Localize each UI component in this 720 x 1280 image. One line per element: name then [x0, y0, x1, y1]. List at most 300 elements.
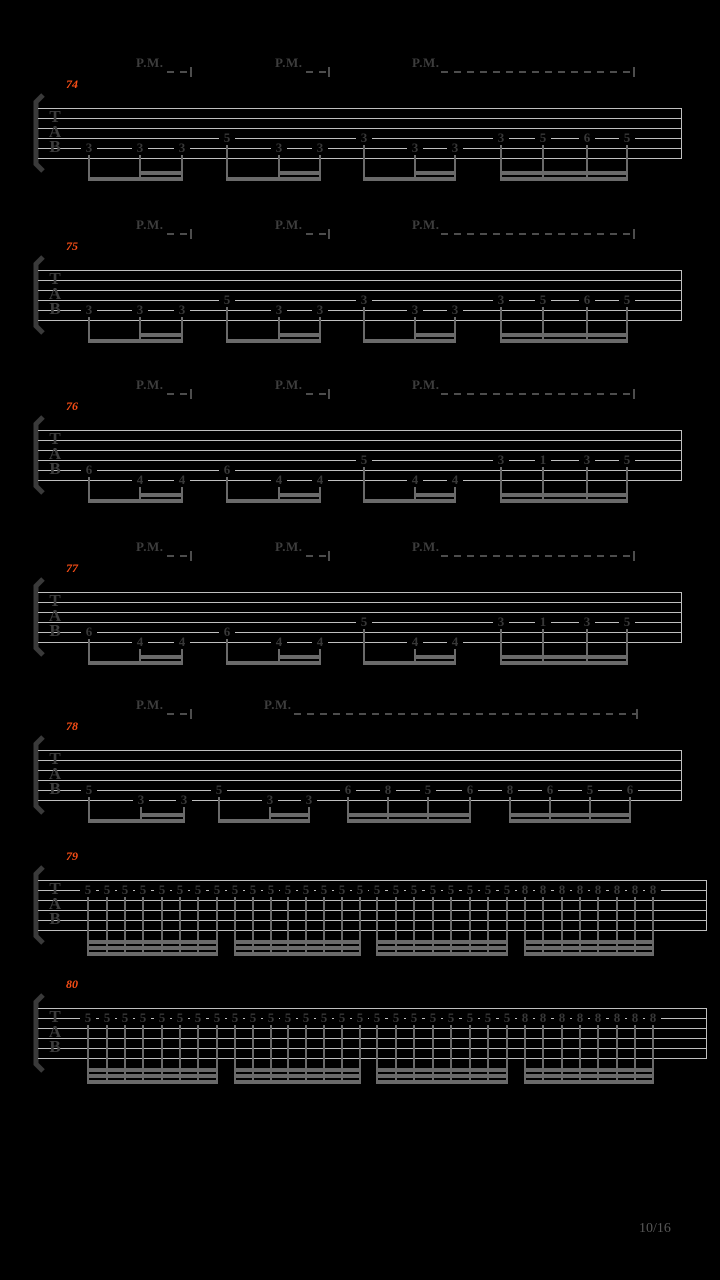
- fret-number[interactable]: 5: [263, 883, 279, 897]
- beam: [376, 940, 508, 944]
- beam: [278, 171, 321, 175]
- fret-number[interactable]: 5: [154, 1011, 170, 1025]
- palm-mute-dash: [306, 233, 328, 235]
- measure-number: 75: [66, 239, 78, 253]
- palm-mute-label: P.M.: [275, 377, 303, 392]
- beam: [500, 333, 628, 337]
- beam: [509, 813, 631, 817]
- tab-clef-letter: A: [48, 444, 62, 463]
- fret-number[interactable]: 5: [619, 293, 635, 307]
- beam: [376, 1074, 508, 1078]
- beam: [269, 813, 310, 817]
- note-stem: [500, 307, 502, 343]
- staff-line: [38, 880, 707, 881]
- fret-number[interactable]: 5: [80, 1011, 96, 1025]
- tab-clef-letter: T: [49, 1007, 61, 1026]
- fret-number[interactable]: 5: [334, 1011, 350, 1025]
- staff-line: [38, 750, 682, 751]
- fret-number[interactable]: 4: [447, 635, 463, 649]
- fret-number[interactable]: 5: [388, 1011, 404, 1025]
- barline: [681, 750, 682, 801]
- fret-number[interactable]: 8: [645, 883, 661, 897]
- beam: [524, 946, 654, 950]
- beam: [88, 661, 183, 665]
- fret-number[interactable]: 3: [493, 615, 509, 629]
- palm-mute-dash: [294, 713, 636, 715]
- fret-number[interactable]: 5: [462, 1011, 478, 1025]
- palm-mute-dash: [306, 393, 328, 395]
- palm-mute-dash: [167, 233, 190, 235]
- fret-number[interactable]: 5: [117, 883, 133, 897]
- fret-number[interactable]: 3: [493, 453, 509, 467]
- tab-clef-letter: B: [49, 459, 61, 478]
- palm-mute-label: P.M.: [275, 55, 303, 70]
- fret-number[interactable]: 5: [369, 1011, 385, 1025]
- palm-mute-dash: [306, 555, 328, 557]
- fret-number[interactable]: 8: [554, 1011, 570, 1025]
- fret-number[interactable]: 6: [340, 783, 356, 797]
- fret-number[interactable]: 3: [407, 303, 423, 317]
- fret-number[interactable]: 3: [493, 131, 509, 145]
- palm-mute-label: P.M.: [136, 217, 164, 232]
- beam: [226, 499, 321, 503]
- palm-mute-end-tick: [328, 67, 330, 77]
- fret-number[interactable]: 3: [447, 303, 463, 317]
- fret-number[interactable]: 3: [81, 303, 97, 317]
- staff-line: [38, 128, 682, 129]
- note-stem: [363, 467, 365, 503]
- fret-number[interactable]: 8: [627, 883, 643, 897]
- measure-number: 74: [66, 77, 78, 91]
- note-stem: [586, 307, 588, 343]
- barline: [681, 108, 682, 159]
- tab-clef-letter: T: [49, 749, 61, 768]
- fret-number[interactable]: 3: [133, 793, 149, 807]
- fret-number[interactable]: 8: [572, 883, 588, 897]
- palm-mute-end-tick: [190, 389, 192, 399]
- tab-clef-letter: B: [49, 1037, 61, 1056]
- fret-number[interactable]: 8: [627, 1011, 643, 1025]
- beam: [234, 952, 361, 956]
- fret-number[interactable]: 5: [316, 883, 332, 897]
- beam: [278, 333, 321, 337]
- beam: [376, 1080, 508, 1084]
- beam: [88, 819, 185, 823]
- fret-number[interactable]: 5: [245, 1011, 261, 1025]
- fret-number[interactable]: 5: [425, 1011, 441, 1025]
- fret-number[interactable]: 1: [535, 453, 551, 467]
- beam: [218, 819, 310, 823]
- barline: [681, 430, 682, 481]
- note-stem: [500, 629, 502, 665]
- fret-number[interactable]: 5: [369, 883, 385, 897]
- palm-mute-label: P.M.: [136, 377, 164, 392]
- fret-number[interactable]: 8: [572, 1011, 588, 1025]
- staff-line: [38, 760, 682, 761]
- fret-number[interactable]: 5: [480, 883, 496, 897]
- beam: [500, 499, 628, 503]
- note-stem: [586, 467, 588, 503]
- staff-line: [38, 440, 682, 441]
- note-stem: [500, 467, 502, 503]
- fret-number[interactable]: 5: [298, 1011, 314, 1025]
- fret-number[interactable]: 3: [579, 453, 595, 467]
- beam: [87, 952, 218, 956]
- fret-number[interactable]: 5: [352, 883, 368, 897]
- beam: [139, 493, 183, 497]
- palm-mute-end-tick: [633, 229, 635, 239]
- fret-number[interactable]: 6: [219, 625, 235, 639]
- fret-number[interactable]: 4: [271, 473, 287, 487]
- fret-number[interactable]: 5: [154, 883, 170, 897]
- staff-line: [38, 930, 707, 931]
- fret-number[interactable]: 5: [443, 883, 459, 897]
- fret-number[interactable]: 5: [263, 1011, 279, 1025]
- staff-line: [38, 780, 682, 781]
- tab-clef-letter: T: [49, 879, 61, 898]
- beam: [347, 813, 471, 817]
- palm-mute-label: P.M.: [412, 377, 440, 392]
- fret-number[interactable]: 4: [312, 635, 328, 649]
- note-stem: [626, 467, 628, 503]
- staff-line: [38, 910, 707, 911]
- beam: [234, 940, 361, 944]
- fret-number[interactable]: 4: [271, 635, 287, 649]
- fret-number[interactable]: 5: [535, 131, 551, 145]
- fret-number[interactable]: 5: [356, 615, 372, 629]
- palm-mute-end-tick: [328, 551, 330, 561]
- fret-number[interactable]: 5: [280, 883, 296, 897]
- palm-mute-end-tick: [190, 229, 192, 239]
- staff-line: [38, 920, 707, 921]
- fret-number[interactable]: 5: [334, 883, 350, 897]
- note-stem: [363, 307, 365, 343]
- palm-mute-dash: [441, 393, 633, 395]
- beam: [234, 1080, 361, 1084]
- fret-number[interactable]: 5: [190, 1011, 206, 1025]
- fret-number[interactable]: 5: [209, 883, 225, 897]
- measure-number: 76: [66, 399, 78, 413]
- fret-number[interactable]: 3: [271, 303, 287, 317]
- fret-number[interactable]: 5: [172, 1011, 188, 1025]
- fret-number[interactable]: 3: [174, 141, 190, 155]
- palm-mute-end-tick: [328, 229, 330, 239]
- fret-number[interactable]: 8: [535, 1011, 551, 1025]
- beam: [500, 339, 628, 343]
- beam: [139, 655, 183, 659]
- fret-number[interactable]: 5: [135, 883, 151, 897]
- beam: [524, 1068, 654, 1072]
- fret-number[interactable]: 5: [462, 883, 478, 897]
- fret-number[interactable]: 5: [227, 1011, 243, 1025]
- fret-number[interactable]: 3: [271, 141, 287, 155]
- staff-line: [38, 1028, 707, 1029]
- palm-mute-end-tick: [190, 67, 192, 77]
- note-stem: [586, 145, 588, 181]
- beam: [414, 655, 456, 659]
- note-stem: [542, 145, 544, 181]
- fret-number[interactable]: 8: [502, 783, 518, 797]
- staff-line: [38, 270, 682, 271]
- fret-number[interactable]: 6: [81, 463, 97, 477]
- fret-number[interactable]: 5: [582, 783, 598, 797]
- fret-number[interactable]: 5: [420, 783, 436, 797]
- beam: [363, 177, 456, 181]
- palm-mute-end-tick: [190, 709, 192, 719]
- fret-number[interactable]: 5: [352, 1011, 368, 1025]
- fret-number[interactable]: 3: [579, 615, 595, 629]
- palm-mute-end-tick: [328, 389, 330, 399]
- fret-number[interactable]: 5: [406, 883, 422, 897]
- note-stem: [226, 307, 228, 343]
- beam: [363, 339, 456, 343]
- fret-number[interactable]: 5: [219, 131, 235, 145]
- staff-line: [38, 1048, 707, 1049]
- fret-number[interactable]: 4: [447, 473, 463, 487]
- fret-number[interactable]: 4: [407, 635, 423, 649]
- palm-mute-label: P.M.: [136, 55, 164, 70]
- fret-number[interactable]: 3: [407, 141, 423, 155]
- fret-number[interactable]: 5: [388, 883, 404, 897]
- beam: [226, 177, 321, 181]
- staff-line: [38, 770, 682, 771]
- staff-line: [38, 612, 682, 613]
- tab-clef-letter: B: [49, 137, 61, 156]
- beam: [347, 819, 471, 823]
- fret-number[interactable]: 8: [517, 1011, 533, 1025]
- barline: [681, 270, 682, 321]
- tab-clef-letter: B: [49, 909, 61, 928]
- fret-number[interactable]: 5: [316, 1011, 332, 1025]
- fret-number[interactable]: 4: [312, 473, 328, 487]
- beam: [234, 1068, 361, 1072]
- measure-number: 79: [66, 849, 78, 863]
- tab-clef-letter: A: [48, 122, 62, 141]
- beam: [363, 499, 456, 503]
- tab-clef-letter: B: [49, 779, 61, 798]
- fret-number[interactable]: 3: [356, 131, 372, 145]
- fret-number[interactable]: 8: [517, 883, 533, 897]
- beam: [376, 952, 508, 956]
- note-stem: [500, 145, 502, 181]
- beam: [500, 655, 628, 659]
- fret-number[interactable]: 8: [645, 1011, 661, 1025]
- tab-clef-letter: A: [48, 284, 62, 303]
- fret-number[interactable]: 3: [447, 141, 463, 155]
- staff-line: [38, 1038, 707, 1039]
- palm-mute-end-tick: [636, 709, 638, 719]
- fret-number[interactable]: 4: [407, 473, 423, 487]
- note-stem: [586, 629, 588, 665]
- beam: [87, 1074, 218, 1078]
- fret-number[interactable]: 5: [135, 1011, 151, 1025]
- fret-number[interactable]: 6: [219, 463, 235, 477]
- fret-number[interactable]: 3: [81, 141, 97, 155]
- palm-mute-label: P.M.: [275, 217, 303, 232]
- palm-mute-dash: [441, 555, 633, 557]
- note-stem: [542, 629, 544, 665]
- barline: [706, 1008, 707, 1059]
- fret-number[interactable]: 6: [542, 783, 558, 797]
- fret-number[interactable]: 5: [227, 883, 243, 897]
- beam: [414, 493, 456, 497]
- fret-number[interactable]: 5: [219, 293, 235, 307]
- note-stem: [363, 145, 365, 181]
- beam: [376, 1068, 508, 1072]
- beam: [524, 940, 654, 944]
- staff-line: [38, 118, 682, 119]
- fret-number[interactable]: 5: [443, 1011, 459, 1025]
- fret-number[interactable]: 3: [301, 793, 317, 807]
- note-stem: [363, 629, 365, 665]
- fret-number[interactable]: 8: [609, 1011, 625, 1025]
- fret-number[interactable]: 5: [211, 783, 227, 797]
- fret-number[interactable]: 1: [535, 615, 551, 629]
- beam: [87, 940, 218, 944]
- palm-mute-end-tick: [633, 67, 635, 77]
- beam: [139, 171, 183, 175]
- fret-number[interactable]: 5: [172, 883, 188, 897]
- fret-number[interactable]: 5: [425, 883, 441, 897]
- beam: [414, 333, 456, 337]
- beam: [363, 661, 456, 665]
- fret-number[interactable]: 5: [406, 1011, 422, 1025]
- beam: [234, 1074, 361, 1078]
- staff-line: [38, 108, 682, 109]
- note-stem: [226, 145, 228, 181]
- fret-number[interactable]: 6: [81, 625, 97, 639]
- fret-number[interactable]: 3: [132, 141, 148, 155]
- tab-clef-letter: A: [48, 606, 62, 625]
- fret-number[interactable]: 5: [535, 293, 551, 307]
- beam: [524, 1080, 654, 1084]
- fret-number[interactable]: 5: [209, 1011, 225, 1025]
- note-stem: [626, 307, 628, 343]
- fret-number[interactable]: 3: [176, 793, 192, 807]
- palm-mute-label: P.M.: [412, 539, 440, 554]
- note-stem: [542, 307, 544, 343]
- fret-number[interactable]: 6: [622, 783, 638, 797]
- fret-number[interactable]: 5: [619, 453, 635, 467]
- beam: [278, 655, 321, 659]
- fret-number[interactable]: 4: [132, 635, 148, 649]
- fret-number[interactable]: 3: [262, 793, 278, 807]
- beam: [500, 493, 628, 497]
- fret-number[interactable]: 5: [99, 883, 115, 897]
- tab-clef-letter: A: [48, 764, 62, 783]
- fret-number[interactable]: 5: [280, 1011, 296, 1025]
- fret-number[interactable]: 8: [590, 883, 606, 897]
- beam: [226, 339, 321, 343]
- fret-number[interactable]: 8: [554, 883, 570, 897]
- fret-number[interactable]: 5: [356, 453, 372, 467]
- fret-number[interactable]: 8: [535, 883, 551, 897]
- palm-mute-dash: [306, 71, 328, 73]
- palm-mute-label: P.M.: [412, 217, 440, 232]
- palm-mute-label: P.M.: [275, 539, 303, 554]
- beam: [88, 339, 183, 343]
- fret-number[interactable]: 4: [174, 635, 190, 649]
- staff-line: [38, 1058, 707, 1059]
- fret-number[interactable]: 5: [99, 1011, 115, 1025]
- measure-number: 80: [66, 977, 78, 991]
- measure-number: 78: [66, 719, 78, 733]
- fret-number[interactable]: 8: [590, 1011, 606, 1025]
- fret-number[interactable]: 5: [245, 883, 261, 897]
- staff-line: [38, 602, 682, 603]
- palm-mute-dash: [167, 393, 190, 395]
- palm-mute-dash: [167, 713, 190, 715]
- beam: [87, 1080, 218, 1084]
- beam: [376, 946, 508, 950]
- fret-number[interactable]: 6: [462, 783, 478, 797]
- palm-mute-dash: [441, 233, 633, 235]
- note-stem: [626, 629, 628, 665]
- fret-number[interactable]: 5: [619, 615, 635, 629]
- fret-number[interactable]: 3: [312, 141, 328, 155]
- fret-number[interactable]: 3: [132, 303, 148, 317]
- fret-number[interactable]: 3: [493, 293, 509, 307]
- fret-number[interactable]: 4: [132, 473, 148, 487]
- staff-line: [38, 280, 682, 281]
- fret-number[interactable]: 5: [81, 783, 97, 797]
- fret-number[interactable]: 8: [609, 883, 625, 897]
- tab-clef-letter: B: [49, 299, 61, 318]
- palm-mute-end-tick: [633, 551, 635, 561]
- fret-number[interactable]: 6: [579, 131, 595, 145]
- beam: [88, 499, 183, 503]
- fret-number[interactable]: 5: [499, 883, 515, 897]
- fret-number[interactable]: 5: [117, 1011, 133, 1025]
- fret-number[interactable]: 5: [298, 883, 314, 897]
- beam: [414, 171, 456, 175]
- staff-line: [38, 592, 682, 593]
- beam: [88, 177, 183, 181]
- beam: [278, 493, 321, 497]
- palm-mute-dash: [441, 71, 633, 73]
- tab-clef-letter: T: [49, 269, 61, 288]
- tab-clef-letter: T: [49, 107, 61, 126]
- beam: [500, 171, 628, 175]
- tab-clef-letter: T: [49, 591, 61, 610]
- palm-mute-dash: [167, 555, 190, 557]
- fret-number[interactable]: 4: [174, 473, 190, 487]
- fret-number[interactable]: 5: [499, 1011, 515, 1025]
- note-stem: [626, 145, 628, 181]
- measure-number: 77: [66, 561, 78, 575]
- fret-number[interactable]: 5: [190, 883, 206, 897]
- beam: [234, 946, 361, 950]
- staff-line: [38, 1008, 707, 1009]
- fret-number[interactable]: 8: [380, 783, 396, 797]
- palm-mute-label: P.M.: [412, 55, 440, 70]
- palm-mute-end-tick: [190, 551, 192, 561]
- fret-number[interactable]: 3: [312, 303, 328, 317]
- fret-number[interactable]: 3: [174, 303, 190, 317]
- fret-number[interactable]: 6: [579, 293, 595, 307]
- beam: [140, 813, 185, 817]
- fret-number[interactable]: 5: [619, 131, 635, 145]
- barline: [681, 592, 682, 643]
- staff-line: [38, 450, 682, 451]
- beam: [500, 177, 628, 181]
- fret-number[interactable]: 5: [480, 1011, 496, 1025]
- staff-line: [38, 430, 682, 431]
- fret-number[interactable]: 3: [356, 293, 372, 307]
- fret-number[interactable]: 5: [80, 883, 96, 897]
- tab-clef-letter: A: [48, 894, 62, 913]
- palm-mute-label: P.M.: [136, 539, 164, 554]
